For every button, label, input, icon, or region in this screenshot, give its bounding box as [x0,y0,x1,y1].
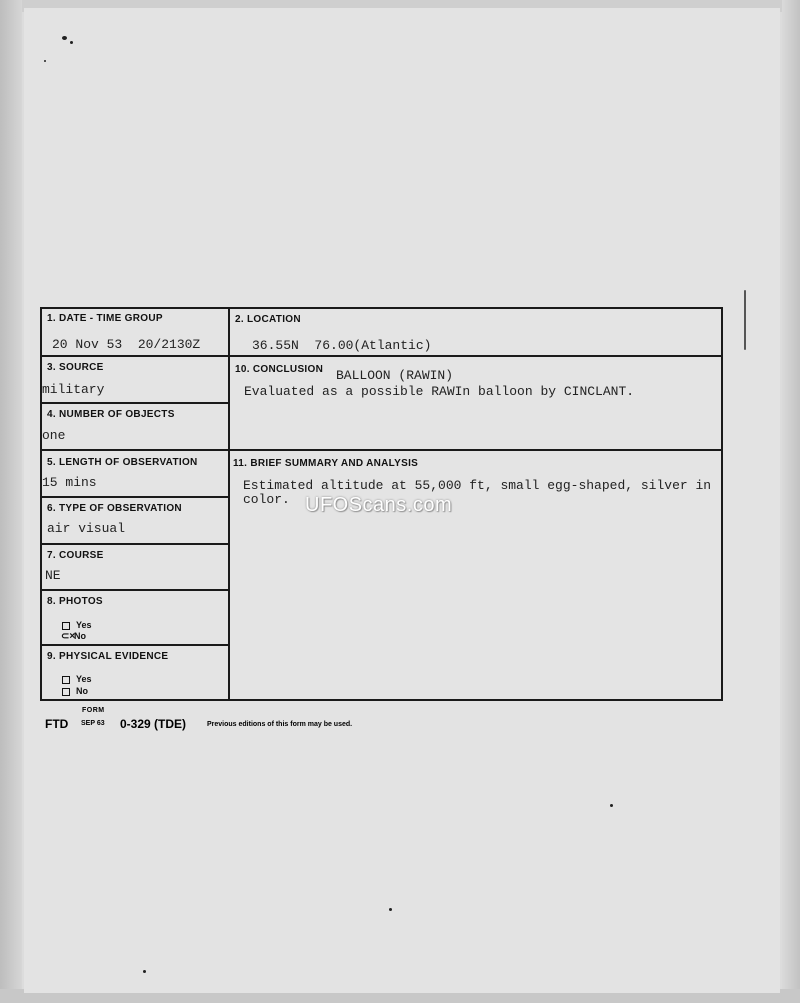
scan-speck [143,970,146,973]
footer-ftd: FTD [45,717,69,731]
physical-evidence-no-checkbox [62,688,70,696]
location-cell [230,309,721,357]
conclusion-cell [230,357,721,451]
physical-evidence-label: 9. PHYSICAL EVIDENCE [47,651,169,662]
physical-evidence-cell [42,646,228,699]
date-time-group-value: 20 Nov 53 20/2130Z [52,337,201,352]
source-cell [42,357,228,404]
physical-evidence-yes-checkbox [62,676,70,684]
type-of-observation-label: 6. TYPE OF OBSERVATION [47,503,182,514]
source-label: 3. SOURCE [47,362,104,373]
photos-no-label: No [74,631,86,641]
date-time-group-label: 1. DATE - TIME GROUP [47,313,163,324]
photos-no-checked-mark: ⊂× [61,631,76,643]
type-of-observation-value: air visual [47,521,126,536]
location-label: 2. LOCATION [235,314,301,325]
scan-speck [389,908,392,911]
physical-evidence-yes-label: Yes [76,674,92,684]
photos-no-option [61,631,86,642]
photos-yes-option [62,620,92,630]
physical-evidence-no-option [62,686,88,696]
course-value: NE [45,568,61,583]
summary-cell [230,451,721,699]
physical-evidence-yes-option [62,674,92,684]
number-of-objects-label: 4. NUMBER OF OBJECTS [47,409,175,420]
footer-form-number: 0-329 (TDE) [120,717,187,731]
form-left-column [42,309,230,699]
watermark: UFOScans.com [305,494,453,516]
physical-evidence-no-label: No [76,686,88,696]
photos-yes-checkbox [62,622,70,630]
number-of-objects-value: one [42,428,66,443]
course-label: 7. COURSE [47,550,104,561]
footer-note: Previous editions of this form may be used. [207,721,353,728]
course-cell [42,545,228,591]
footer-edition: SEP 63 [81,720,105,727]
date-time-group-cell [42,309,228,357]
photos-yes-label: Yes [76,620,92,630]
scan-speck [44,60,46,62]
summary-label: 11. BRIEF SUMMARY AND ANALYSIS [233,458,419,469]
conclusion-label: 10. CONCLUSION [235,364,324,375]
source-value: military [42,382,105,397]
scan-edge-right [782,0,800,1003]
length-of-observation-cell [42,451,228,498]
scan-speck [610,804,613,807]
summary-value: Estimated altitude at 55,000 ft, small egg-shaped, silver in color. [243,478,712,507]
photos-cell [42,591,228,646]
footer-form-word: FORM [82,707,105,714]
form-footer [45,707,545,737]
scan-speck [62,36,67,40]
location-value: 36.55N 76.00(Atlantic) [252,338,432,353]
photos-label: 8. PHOTOS [47,596,103,607]
length-of-observation-value: 15 mins [42,475,97,490]
scan-speck [70,41,73,44]
type-of-observation-cell [42,498,228,545]
conclusion-detail: Evaluated as a possible RAWIn balloon by CINCLANT. [244,384,635,399]
number-of-objects-cell [42,404,228,451]
conclusion-value: BALLOON (RAWIN) [336,368,454,383]
scan-speck [744,290,746,350]
scan-edge-left [0,0,22,1003]
length-of-observation-label: 5. LENGTH OF OBSERVATION [47,457,198,468]
